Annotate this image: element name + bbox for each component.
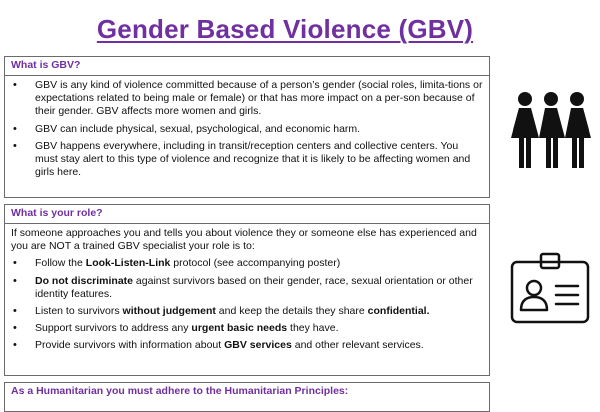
- section-heading: As a Humanitarian you must adhere to the Humanitarian Principles:: [11, 385, 349, 397]
- list-item: • Listen to survivors without judgement and keep the details they share confidential.: [11, 305, 483, 318]
- section-what-is-gbv: [4, 56, 490, 198]
- section-heading: What is GBV?: [5, 57, 489, 76]
- page-title: Gender Based Violence (GBV): [96, 14, 474, 44]
- list-item: • GBV is any kind of violence committed because of a person’s gender (social roles, limita-tions or expectations related to being male or female) or that has more impact on a per-son because of their gender. GBV affects more women and girls.: [11, 79, 483, 119]
- role-intro: If someone approaches you and tells you about violence they or someone else has experienced and you are NOT a trained GBV specialist your role is to:: [11, 227, 477, 253]
- list-item: • Support survivors to address any urgent basic needs they have.: [11, 322, 483, 335]
- list-item: • GBV can include physical, sexual, psychological, and economic harm.: [11, 123, 483, 136]
- list-item: • Provide survivors with information about GBV services and other relevant services.: [11, 339, 483, 352]
- list-item: • GBV happens everywhere, including in transit/reception centers and collective centers. You must stay alert to this type of violence and recognize that it is likely to be affecting women and girls here.: [11, 140, 483, 180]
- id-badge-icon: [508, 250, 592, 330]
- section-your-role: [4, 204, 490, 376]
- section-heading: What is your role?: [5, 205, 489, 224]
- list-item: • Follow the Look-Listen-Link protocol (see accompanying poster): [11, 257, 483, 270]
- women-group-icon: [510, 86, 592, 176]
- role-list: [11, 257, 483, 352]
- section-humanitarian-principles: [4, 382, 490, 412]
- gbv-definition-list: [11, 79, 483, 179]
- list-item: • Do not discriminate against survivors based on their gender, race, sexual orientation or other identity features.: [11, 275, 483, 301]
